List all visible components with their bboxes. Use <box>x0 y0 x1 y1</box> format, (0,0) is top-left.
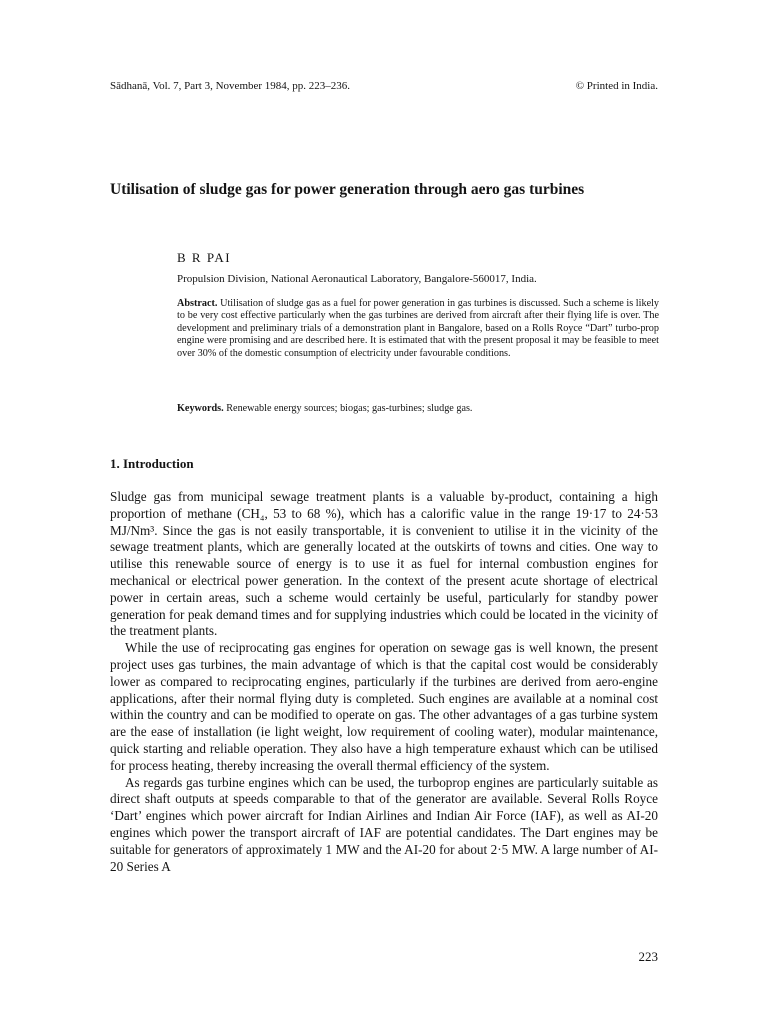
body-paragraph: Sludge gas from municipal sewage treatment plants is a valuable by-product, containing a high proportion of methane (CH₄, 53 to 68 %), which has a calorific value in the range 19·17 to 24·53 MJ/Nm³. Since the gas is not easily transportable, it is convenient to utilise it in the vicinity of the sewage treatment plants, which are generally located at the outskirts of towns and cities. One way to utilise this renewable source of energy is to use it as fuel for internal combustion engines for mechanical or electrical power generation. In the context of the present acute shortage of electrical power in certain areas, such a scheme would certainly be useful, particularly for standby power generation for peak demand times and for supplying industries which could be located in the vicinity of the treatment plants. <box>110 489 658 639</box>
page-number: 223 <box>638 949 658 964</box>
keywords-text: Renewable energy sources; biogas; gas-turbines; sludge gas. <box>226 403 473 414</box>
body-paragraph: While the use of reciprocating gas engines for operation on sewage gas is well known, the present project uses gas turbines, the main advantage of which is that the capital cost would be considerably lower as compared to reciprocating engines, particularly if the turbines are derived from aero-engine applications, after their normal flying duty is completed. Such engines are available at a nominal cost within the country and can be modified to operate on gas. The other advantages of a gas turbine system are the ease of installation (ie light weight, low requirement of cooling water), modular maintenance, quick starting and reliable operation. They also have a high temperature exhaust which can be utilised for process heating, thereby increasing the overall thermal efficiency of the system. <box>110 640 658 773</box>
abstract <box>177 298 659 360</box>
keywords-label: Keywords. <box>177 403 224 414</box>
section-heading: 1. Introduction <box>110 456 194 471</box>
journal-citation: Sādhanā, Vol. 7, Part 3, November 1984, pp. 223–236. <box>110 80 351 92</box>
author-affiliation: Propulsion Division, National Aeronautical Laboratory, Bangalore-560017, India. <box>177 273 537 285</box>
body-paragraph: As regards gas turbine engines which can be used, the turboprop engines are particularly suitable as direct shaft outputs at speeds comparable to that of the generator are available. Several Rolls Royce ‘Dart’ engines which power aircraft for Indian Airlines and Indian Air Force (IAF), as well as AI-20 engines which power the transport aircraft of IAF are potential candidates. The Dart engines may be suitable for generators of approximately 1 MW and the AI-20 for about 2·5 MW. A large number of AI-20 Series A <box>110 774 658 874</box>
abstract-text: Utilisation of sludge gas as a fuel for power generation in gas turbines is discussed. Such a scheme is likely to be very cost effective particularly when the gas turbines are derived from aircraft after their flying life is over. The development and preliminary trials of a demonstration plant in Bangalore, based on a Rolls Royce “Dart” turbo-prop engine were promising and are described here. It is estimated that with the present proposal it may be feasible to meet over 30% of the domestic consumption of electricity under favourable conditions. <box>177 298 660 359</box>
keywords <box>177 403 659 414</box>
printed-in-notice: © Printed in India. <box>575 80 658 92</box>
abstract-label: Abstract. <box>177 298 218 309</box>
running-header <box>110 80 658 96</box>
author-name: B R PAI <box>177 250 232 265</box>
article-title: Utilisation of sludge gas for power generation through aero gas turbines <box>110 181 585 198</box>
section-body <box>110 489 658 944</box>
